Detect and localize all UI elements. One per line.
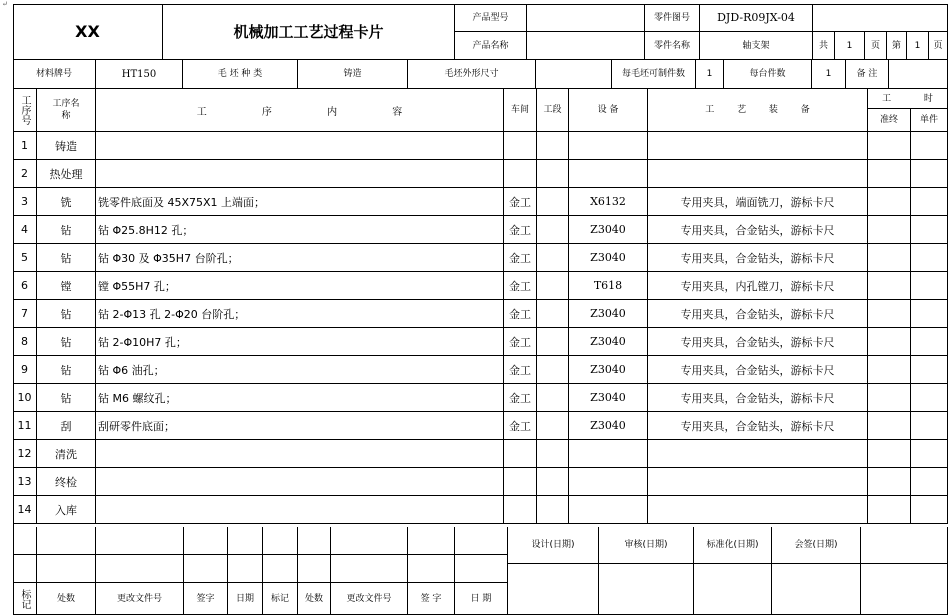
change-record-cell[interactable] <box>331 527 408 555</box>
op-workshop-cell[interactable]: 金工 <box>504 188 537 216</box>
total-pages-unit: 页 <box>865 32 887 60</box>
col-equipment-header: 设 备 <box>569 89 648 132</box>
part-drawing-label: 零件图号 <box>645 4 700 32</box>
col-content-header: 工 序 内 容 <box>96 89 504 132</box>
op-seq-cell: 14 <box>13 496 37 524</box>
op-workshop-cell[interactable]: 金工 <box>504 384 537 412</box>
col-section-header: 工段 <box>537 89 569 132</box>
change-record-cell[interactable] <box>298 527 331 555</box>
op-tooling-cell[interactable]: 专用夹具，合金钻头，游标卡尺 <box>648 300 868 328</box>
footer-sign-label-2: 签 字 <box>408 583 455 615</box>
op-workshop-cell[interactable] <box>504 132 537 160</box>
op-section-cell[interactable] <box>537 440 569 468</box>
op-name-cell[interactable]: 镗 <box>37 272 96 300</box>
op-section-cell[interactable] <box>537 328 569 356</box>
op-seq-cell: 8 <box>13 328 37 356</box>
op-name-cell[interactable]: 铸造 <box>37 132 96 160</box>
op-prep-time-cell[interactable] <box>868 384 911 412</box>
product-name-label: 产品名称 <box>455 32 527 60</box>
op-tooling-cell[interactable]: 专用夹具，合金钻头，游标卡尺 <box>648 356 868 384</box>
op-equipment-cell[interactable]: Z3040 <box>569 300 648 328</box>
op-section-cell[interactable] <box>537 160 569 188</box>
op-workshop-cell[interactable]: 金工 <box>504 272 537 300</box>
op-equipment-cell[interactable]: T618 <box>569 272 648 300</box>
op-workshop-cell[interactable] <box>504 440 537 468</box>
op-prep-time-cell[interactable] <box>868 216 911 244</box>
col-op-name-header: 工序名称 <box>37 89 96 132</box>
op-content-cell[interactable]: 钻 2-Φ13 孔 2-Φ20 台阶孔； <box>96 300 504 328</box>
op-seq-cell: 1 <box>13 132 37 160</box>
op-name-cell[interactable]: 终检 <box>37 468 96 496</box>
footer-count-label: 处数 <box>37 583 96 615</box>
op-prep-time-cell[interactable] <box>868 440 911 468</box>
change-record-cell[interactable] <box>263 527 298 555</box>
op-content-cell[interactable]: 钻 Φ6 油孔； <box>96 356 504 384</box>
op-tooling-cell[interactable]: 专用夹具，合金钻头，游标卡尺 <box>648 328 868 356</box>
op-equipment-cell[interactable] <box>569 468 648 496</box>
op-prep-time-cell[interactable] <box>868 244 911 272</box>
standard-date-label: 标准化(日期) <box>694 527 772 564</box>
op-prep-time-cell[interactable] <box>868 468 911 496</box>
material-value[interactable]: HT150 <box>96 60 183 89</box>
op-content-cell[interactable] <box>96 132 504 160</box>
op-equipment-cell[interactable] <box>569 132 648 160</box>
total-pages-value[interactable]: 1 <box>835 32 865 60</box>
footer-blank-bottom <box>861 564 948 615</box>
op-name-cell[interactable]: 钻 <box>37 384 96 412</box>
part-name-label: 零件名称 <box>645 32 700 60</box>
op-seq-cell: 13 <box>13 468 37 496</box>
op-prep-time-cell[interactable] <box>868 188 911 216</box>
op-section-cell[interactable] <box>537 384 569 412</box>
op-name-cell[interactable]: 刮 <box>37 412 96 440</box>
op-name-cell[interactable]: 铣 <box>37 188 96 216</box>
change-record-cell[interactable] <box>184 555 228 583</box>
col-tooling-header: 工 艺 装 备 <box>648 89 868 132</box>
op-prep-time-cell[interactable] <box>868 160 911 188</box>
op-tooling-cell[interactable]: 专用夹具，内孔镗刀，游标卡尺 <box>648 272 868 300</box>
col-time-header: 工 时 <box>868 89 948 109</box>
op-section-cell[interactable] <box>537 244 569 272</box>
change-record-cell[interactable] <box>37 527 96 555</box>
op-name-cell[interactable]: 入库 <box>37 496 96 524</box>
countersign-date-label: 会签(日期) <box>772 527 861 564</box>
op-workshop-cell[interactable] <box>504 160 537 188</box>
op-content-cell[interactable] <box>96 468 504 496</box>
op-section-cell[interactable] <box>537 496 569 524</box>
per-unit-value[interactable]: 1 <box>812 60 846 89</box>
op-name-cell[interactable]: 钻 <box>37 244 96 272</box>
footer-mark-label-2: 标记 <box>263 583 298 615</box>
product-model-label: 产品型号 <box>455 4 527 32</box>
change-record-cell[interactable] <box>298 555 331 583</box>
op-tooling-cell[interactable]: 专用夹具，合金钻头，游标卡尺 <box>648 216 868 244</box>
op-equipment-cell[interactable]: Z3040 <box>569 244 648 272</box>
op-workshop-cell[interactable]: 金工 <box>504 412 537 440</box>
op-unit-time-cell[interactable] <box>911 440 948 468</box>
page-no-unit: 页 <box>929 32 948 60</box>
op-section-cell[interactable] <box>537 468 569 496</box>
op-tooling-cell[interactable]: 专用夹具，合金钻头，游标卡尺 <box>648 384 868 412</box>
col-unit-header: 单件 <box>911 109 948 132</box>
change-record-cell[interactable] <box>455 555 508 583</box>
part-drawing-value[interactable]: DJD-R09JX-04 <box>700 4 813 32</box>
op-equipment-cell[interactable]: X6132 <box>569 188 648 216</box>
op-prep-time-cell[interactable] <box>868 328 911 356</box>
op-name-cell[interactable]: 清洗 <box>37 440 96 468</box>
per-unit-label: 每台件数 <box>724 60 812 89</box>
op-content-cell[interactable]: 钻 Φ25.8H12 孔； <box>96 216 504 244</box>
col-workshop-header: 车间 <box>504 89 537 132</box>
change-record-cell[interactable] <box>263 555 298 583</box>
op-section-cell[interactable] <box>537 216 569 244</box>
op-unit-time-cell[interactable] <box>911 356 948 384</box>
review-date-label: 审核(日期) <box>599 527 694 564</box>
op-equipment-cell[interactable]: Z3040 <box>569 384 648 412</box>
op-unit-time-cell[interactable] <box>911 160 948 188</box>
op-unit-time-cell[interactable] <box>911 132 948 160</box>
op-name-cell[interactable]: 钻 <box>37 328 96 356</box>
op-tooling-cell[interactable]: 专用夹具，端面铣刀，游标卡尺 <box>648 188 868 216</box>
op-content-cell[interactable]: 钻 M6 螺纹孔； <box>96 384 504 412</box>
part-name-value[interactable]: 轴支架 <box>700 32 813 60</box>
op-seq-cell: 7 <box>13 300 37 328</box>
op-prep-time-cell[interactable] <box>868 496 911 524</box>
change-record-cell[interactable] <box>228 527 263 555</box>
op-equipment-cell[interactable] <box>569 496 648 524</box>
op-unit-time-cell[interactable] <box>911 188 948 216</box>
op-name-cell[interactable]: 热处理 <box>37 160 96 188</box>
op-workshop-cell[interactable] <box>504 468 537 496</box>
op-unit-time-cell[interactable] <box>911 328 948 356</box>
footer-count-label-2: 处数 <box>298 583 331 615</box>
op-seq-cell: 12 <box>13 440 37 468</box>
op-tooling-cell[interactable] <box>648 468 868 496</box>
per-blank-label: 每毛坯可制件数 <box>612 60 696 89</box>
design-date-value[interactable] <box>508 564 599 615</box>
change-record-cell[interactable] <box>228 555 263 583</box>
footer-date-label: 日期 <box>228 583 263 615</box>
change-record-cell[interactable] <box>408 555 455 583</box>
change-record-cell[interactable] <box>13 555 37 583</box>
op-prep-time-cell[interactable] <box>868 272 911 300</box>
op-content-cell[interactable]: 镗 Φ55H7 孔； <box>96 272 504 300</box>
op-name-cell[interactable]: 钻 <box>37 356 96 384</box>
op-workshop-cell[interactable]: 金工 <box>504 244 537 272</box>
design-date-label: 设计(日期) <box>508 527 599 564</box>
op-tooling-cell[interactable]: 专用夹具，合金钻头，游标卡尺 <box>648 244 868 272</box>
op-workshop-cell[interactable]: 金工 <box>504 300 537 328</box>
change-record-cell[interactable] <box>96 527 184 555</box>
remark-value[interactable] <box>889 60 948 89</box>
change-record-cell[interactable] <box>455 527 508 555</box>
product-model-value[interactable] <box>527 4 645 32</box>
op-seq-cell: 10 <box>13 384 37 412</box>
op-equipment-cell[interactable]: Z3040 <box>569 356 648 384</box>
op-workshop-cell[interactable]: 金工 <box>504 356 537 384</box>
change-record-cell[interactable] <box>13 527 37 555</box>
op-content-cell[interactable]: 钻 2-Φ10H7 孔； <box>96 328 504 356</box>
company-name: XX <box>13 4 163 60</box>
footer-sign-label: 签字 <box>184 583 228 615</box>
op-tooling-cell[interactable] <box>648 160 868 188</box>
op-content-cell[interactable] <box>96 440 504 468</box>
change-record-cell[interactable] <box>96 555 184 583</box>
op-content-cell[interactable]: 刮研零件底面； <box>96 412 504 440</box>
op-tooling-cell[interactable]: 专用夹具，合金钻头，游标卡尺 <box>648 412 868 440</box>
op-seq-cell: 9 <box>13 356 37 384</box>
op-seq-cell: 4 <box>13 216 37 244</box>
total-pages-label: 共 <box>813 32 835 60</box>
footer-change-doc-label-2: 更改文件号 <box>331 583 408 615</box>
op-tooling-cell[interactable] <box>648 132 868 160</box>
op-seq-cell: 5 <box>13 244 37 272</box>
op-section-cell[interactable] <box>537 412 569 440</box>
part-drawing-extra <box>813 4 948 32</box>
material-label: 材料牌号 <box>13 60 96 89</box>
op-unit-time-cell[interactable] <box>911 244 948 272</box>
op-unit-time-cell[interactable] <box>911 272 948 300</box>
page-corner-marker: ↵ <box>2 0 8 8</box>
op-section-cell[interactable] <box>537 272 569 300</box>
blank-size-label: 毛坯外形尺寸 <box>408 60 536 89</box>
change-record-cell[interactable] <box>331 555 408 583</box>
change-record-cell[interactable] <box>37 555 96 583</box>
op-unit-time-cell[interactable] <box>911 468 948 496</box>
blank-type-label: 毛 坯 种 类 <box>183 60 298 89</box>
op-section-cell[interactable] <box>537 188 569 216</box>
op-prep-time-cell[interactable] <box>868 300 911 328</box>
countersign-date-value[interactable] <box>772 564 861 615</box>
op-prep-time-cell[interactable] <box>868 412 911 440</box>
page-no-value[interactable]: 1 <box>907 32 929 60</box>
op-section-cell[interactable] <box>537 356 569 384</box>
op-tooling-cell[interactable] <box>648 440 868 468</box>
op-seq-cell: 3 <box>13 188 37 216</box>
op-unit-time-cell[interactable] <box>911 412 948 440</box>
product-name-value[interactable] <box>527 32 645 60</box>
op-prep-time-cell[interactable] <box>868 356 911 384</box>
op-content-cell[interactable]: 铣零件底面及 45X75X1 上端面； <box>96 188 504 216</box>
op-name-cell[interactable]: 钻 <box>37 216 96 244</box>
op-content-cell[interactable]: 钻 Φ30 及 Φ35H7 台阶孔； <box>96 244 504 272</box>
op-equipment-cell[interactable] <box>569 160 648 188</box>
op-tooling-cell[interactable] <box>648 496 868 524</box>
blank-size-value[interactable] <box>536 60 612 89</box>
footer-mark-label: 标记 <box>13 583 37 615</box>
footer-change-doc-label: 更改文件号 <box>96 583 184 615</box>
page-no-label: 第 <box>887 32 907 60</box>
op-name-cell[interactable]: 钻 <box>37 300 96 328</box>
op-content-cell[interactable] <box>96 160 504 188</box>
op-equipment-cell[interactable] <box>569 440 648 468</box>
col-prep-header: 准终 <box>868 109 911 132</box>
blank-type-value[interactable]: 铸造 <box>298 60 408 89</box>
op-unit-time-cell[interactable] <box>911 216 948 244</box>
card-title: 机械加工工艺过程卡片 <box>163 4 455 60</box>
change-record-cell[interactable] <box>408 527 455 555</box>
op-equipment-cell[interactable]: Z3040 <box>569 412 648 440</box>
op-unit-time-cell[interactable] <box>911 300 948 328</box>
op-content-cell[interactable] <box>96 496 504 524</box>
op-equipment-cell[interactable]: Z3040 <box>569 328 648 356</box>
op-section-cell[interactable] <box>537 300 569 328</box>
op-prep-time-cell[interactable] <box>868 132 911 160</box>
review-date-value[interactable] <box>599 564 694 615</box>
op-workshop-cell[interactable] <box>504 496 537 524</box>
op-section-cell[interactable] <box>537 132 569 160</box>
footer-date-label-2: 日 期 <box>455 583 508 615</box>
op-seq-cell: 2 <box>13 160 37 188</box>
op-workshop-cell[interactable]: 金工 <box>504 216 537 244</box>
footer-blank-top <box>861 527 948 564</box>
op-equipment-cell[interactable]: Z3040 <box>569 216 648 244</box>
op-workshop-cell[interactable]: 金工 <box>504 328 537 356</box>
per-blank-value[interactable]: 1 <box>696 60 724 89</box>
op-seq-cell: 6 <box>13 272 37 300</box>
op-unit-time-cell[interactable] <box>911 496 948 524</box>
standard-date-value[interactable] <box>694 564 772 615</box>
change-record-cell[interactable] <box>184 527 228 555</box>
remark-label: 备 注 <box>846 60 889 89</box>
op-seq-cell: 11 <box>13 412 37 440</box>
op-unit-time-cell[interactable] <box>911 384 948 412</box>
col-seq-header: 工序号 <box>13 89 37 132</box>
